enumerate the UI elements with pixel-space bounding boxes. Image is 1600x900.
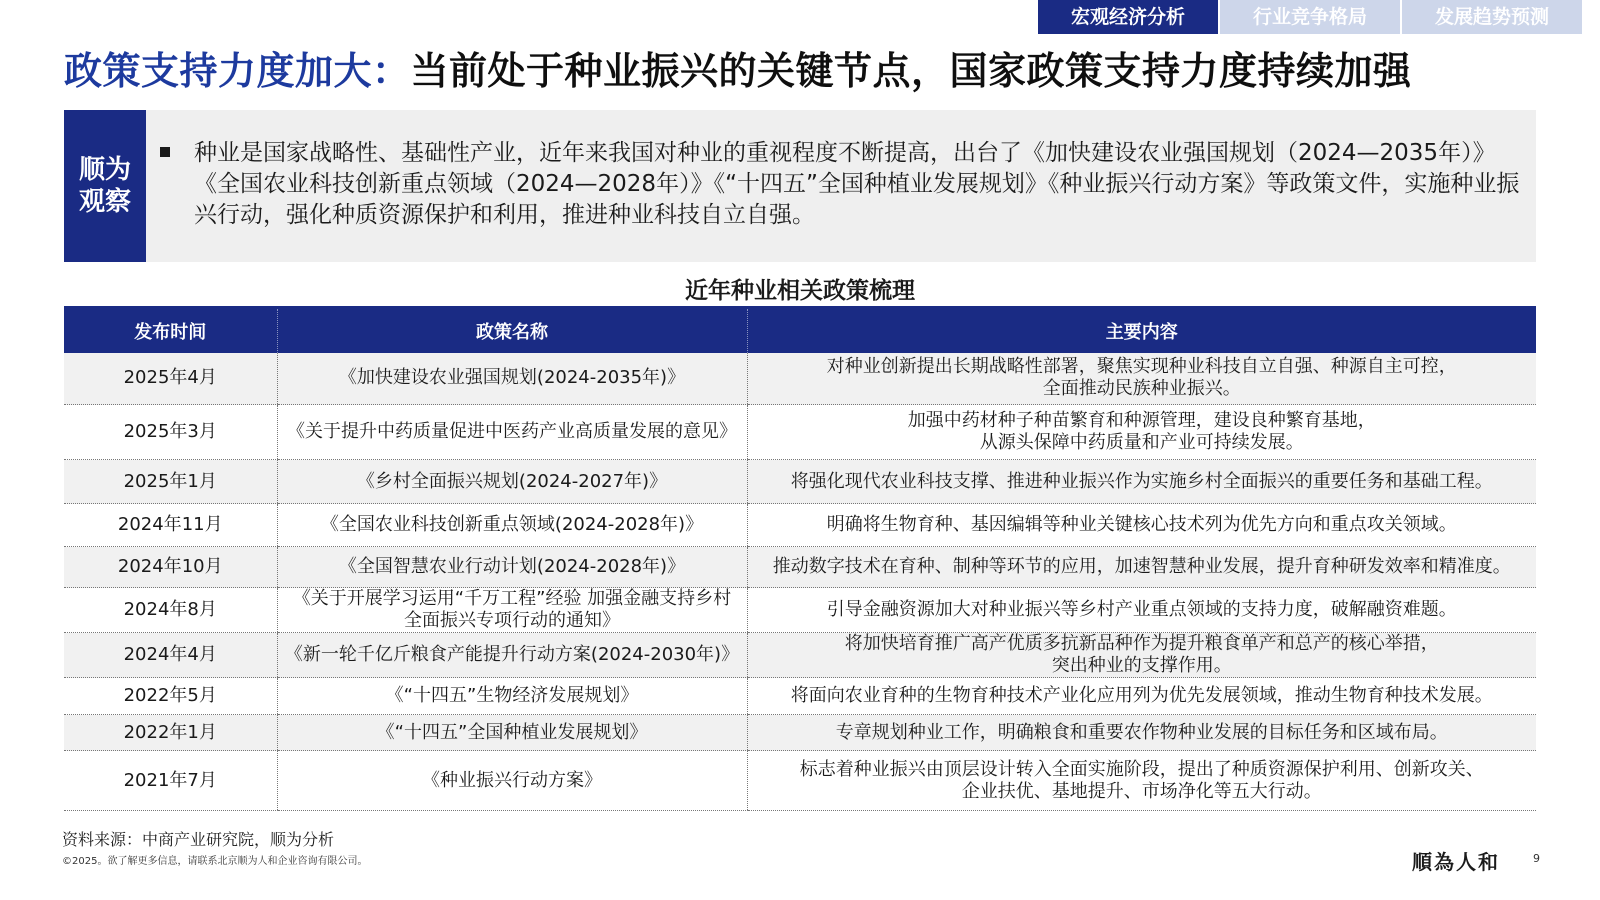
bullet-icon [160, 147, 170, 157]
observation-text: 种业是国家战略性、基础性产业，近年来我国对种业的重视程度不断提高，出台了《加快建设农业强国规划（2024—2035年）》《全国农业科技创新重点领域（2024—2028年）》《“十四五”全国种植业发展规划》《种业振兴行动方案》等政策文件，实施种业振兴行动，强化种质资源保护和利用，推进种业科技自立自强。 [194, 140, 1520, 228]
copyright-note: ©2025。欲了解更多信息，请联系北京顺为人和企业咨询有限公司。 [62, 856, 368, 867]
table-row [64, 715, 1536, 751]
table-row [64, 751, 1536, 811]
row-date: 2025年4月 [64, 353, 277, 405]
row-date: 2024年10月 [64, 547, 277, 588]
row-main-content: 对种业创新提出长期战略性部署，聚焦实现种业科技自立自强、种源自主可控， 全面推动民族种业振兴。 [747, 353, 1536, 405]
tab-macro-economy[interactable]: 宏观经济分析 [1038, 0, 1218, 34]
row-date: 2024年4月 [64, 633, 277, 678]
row-main-content: 明确将生物育种、基因编辑等种业关键核心技术列为优先方向和重点攻关领域。 [747, 504, 1536, 547]
row-main-content: 将加快培育推广高产优质多抗新品种作为提升粮食单产和总产的核心举措， 突出种业的支撑作用。 [747, 633, 1536, 678]
table-title: 近年种业相关政策梳理 [685, 278, 915, 304]
row-policy-name: 《全国农业科技创新重点领域(2024-2028年)》 [277, 504, 747, 547]
row-date: 2024年11月 [64, 504, 277, 547]
row-policy-name: 《“十四五”全国种植业发展规划》 [277, 715, 747, 751]
brand-logo: 順為人和 [1412, 850, 1500, 874]
row-policy-name: 《关于开展学习运用“千万工程”经验 加强金融支持乡村 全面振兴专项行动的通知》 [277, 588, 747, 633]
table-row [64, 504, 1536, 547]
row-date: 2025年3月 [64, 405, 277, 460]
row-main-content: 将面向农业育种的生物育种技术产业化应用列为优先发展领域，推动生物育种技术发展。 [747, 678, 1536, 715]
observation-label-line2: 观察 [78, 187, 131, 217]
page-title [64, 40, 1412, 95]
table-row [64, 588, 1536, 633]
header-main-content: 主要内容 [747, 308, 1536, 353]
table-row [64, 678, 1536, 715]
observation-label [64, 110, 146, 262]
row-main-content: 引导金融资源加大对种业振兴等乡村产业重点领域的支持力度，破解融资难题。 [747, 588, 1536, 633]
row-policy-name: 《全国智慧农业行动计划(2024-2028年)》 [277, 547, 747, 588]
table-row [64, 353, 1536, 405]
row-main-content: 专章规划种业工作，明确粮食和重要农作物种业发展的目标任务和区域布局。 [747, 715, 1536, 751]
policy-table [64, 306, 1536, 811]
page-title-rest: 当前处于种业振兴的关键节点，国家政策支持力度持续加强 [410, 49, 1412, 93]
row-policy-name: 《加快建设农业强国规划(2024-2035年)》 [277, 353, 747, 405]
tab-industry-competition[interactable]: 行业竞争格局 [1220, 0, 1400, 34]
section-tabs [1036, 0, 1582, 34]
table-row [64, 547, 1536, 588]
table-row [64, 405, 1536, 460]
row-main-content: 加强中药材种子种苗繁育和种源管理，建设良种繁育基地， 从源头保障中药质量和产业可持续发展。 [747, 405, 1536, 460]
row-policy-name: 《关于提升中药质量促进中医药产业高质量发展的意见》 [277, 405, 747, 460]
page-number: 9 [1533, 852, 1540, 865]
row-main-content: 标志着种业振兴由顶层设计转入全面实施阶段，提出了种质资源保护利用、创新攻关、 企业扶优、基地提升、市场净化等五大行动。 [747, 751, 1536, 811]
row-date: 2021年7月 [64, 751, 277, 811]
row-policy-name: 《“十四五”生物经济发展规划》 [277, 678, 747, 715]
table-row [64, 633, 1536, 678]
page-title-accent: 政策支持力度加大： [64, 49, 411, 93]
observation-label-line1: 顺为 [78, 155, 131, 185]
source-note: 资料来源：中商产业研究院，顺为分析 [62, 830, 335, 849]
row-main-content: 推动数字技术在育种、制种等环节的应用，加速智慧种业发展，提升育种研发效率和精准度。 [747, 547, 1536, 588]
table-header-row [64, 308, 1536, 353]
row-date: 2022年5月 [64, 678, 277, 715]
row-policy-name: 《乡村全面振兴规划(2024-2027年)》 [277, 460, 747, 504]
row-date: 2025年1月 [64, 460, 277, 504]
observation-box [64, 110, 1536, 262]
row-main-content: 将强化现代农业科技支撑、推进种业振兴作为实施乡村全面振兴的重要任务和基础工程。 [747, 460, 1536, 504]
row-policy-name: 《种业振兴行动方案》 [277, 751, 747, 811]
table-row [64, 460, 1536, 504]
header-date: 发布时间 [64, 308, 277, 353]
header-policy-name: 政策名称 [277, 308, 747, 353]
row-date: 2022年1月 [64, 715, 277, 751]
tab-development-trends[interactable]: 发展趋势预测 [1402, 0, 1582, 34]
row-policy-name: 《新一轮千亿斤粮食产能提升行动方案(2024-2030年)》 [277, 633, 747, 678]
row-date: 2024年8月 [64, 588, 277, 633]
